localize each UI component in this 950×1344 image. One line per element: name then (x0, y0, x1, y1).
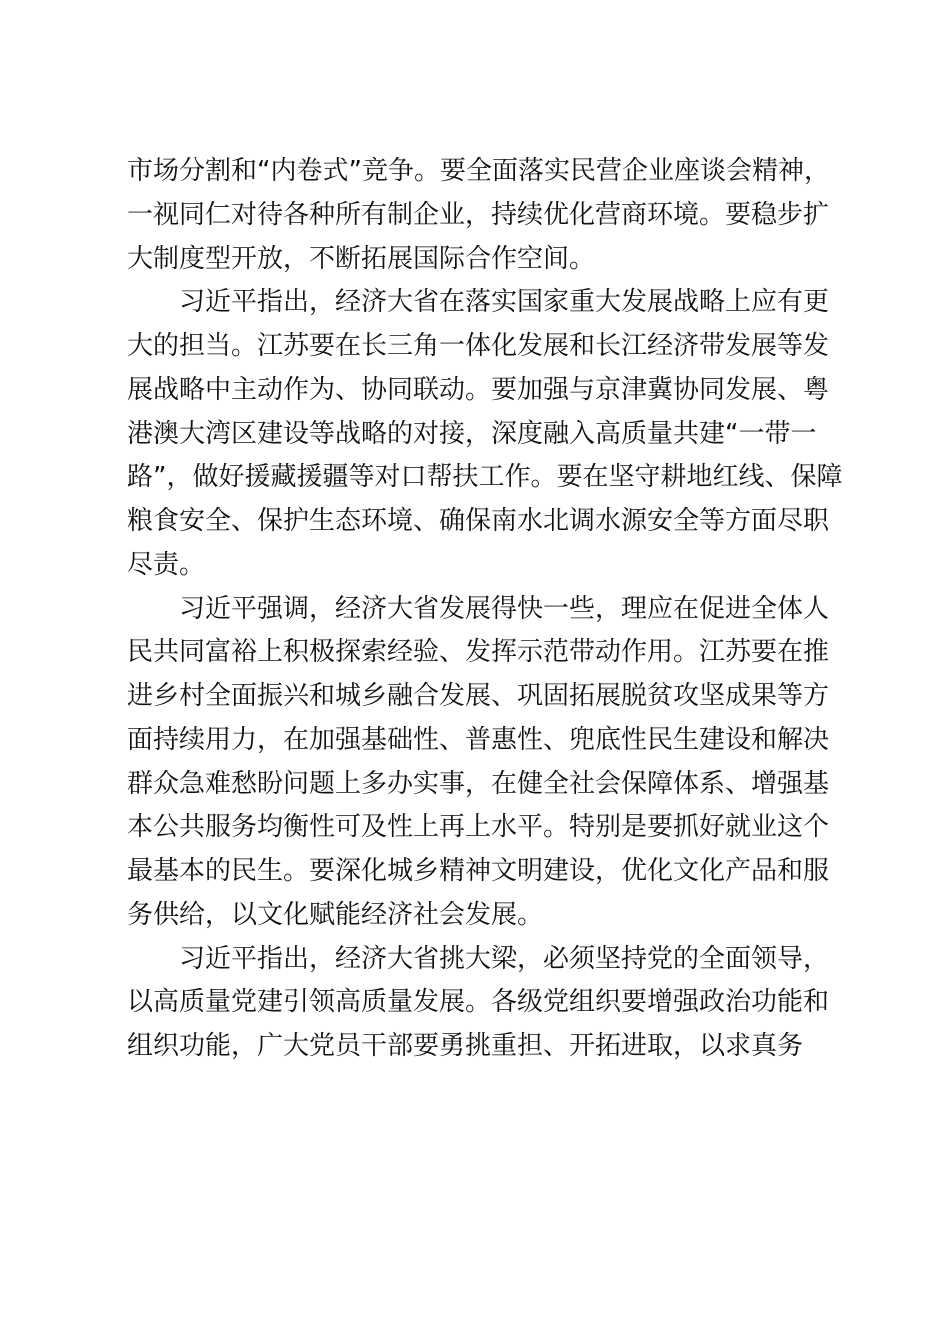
document-body (127, 150, 843, 1069)
text-line: 大制度型开放，不断拓展国际合作空间。 (127, 243, 596, 274)
text-line: 粮食安全、保护生态环境、确保南水北调水源安全等方面尽职 (127, 506, 830, 536)
text-line: 习近平强调，经济大省发展得快一些，理应在促进全体人 (179, 593, 830, 624)
text-line: 进乡村全面振兴和城乡融合发展、巩固拓展脱贫攻坚成果等方 (127, 681, 830, 711)
paragraph (127, 938, 830, 1069)
paragraph (127, 281, 843, 587)
paragraph (127, 588, 830, 938)
text-line: 展战略中主动作为、协同联动。要加强与京津冀协同发展、粤 (127, 374, 830, 405)
text-line: 大的担当。江苏要在长三角一体化发展和长江经济带发展等发 (127, 331, 830, 361)
text-line: 最基本的民生。要深化城乡精神文明建设，优化文化产品和服 (127, 856, 830, 886)
paragraph (127, 150, 830, 281)
text-line: 一视同仁对待各种所有制企业，持续优化营商环境。要稳步扩 (127, 199, 830, 230)
text-line: 群众急难愁盼问题上多办实事，在健全社会保障体系、增强基 (127, 768, 830, 799)
text-line: 民共同富裕上积极探索经验、发挥示范带动作用。江苏要在推 (127, 637, 830, 668)
text-line: 组织功能，广大党员干部要勇挑重担、开拓进取，以求真务 (127, 1031, 804, 1061)
text-line: 市场分割和“内卷式”竞争。要全面落实民营企业座谈会精神， (127, 156, 830, 186)
text-line: 港澳大湾区建设等战略的对接，深度融入高质量共建“一带一 (127, 418, 817, 449)
text-line: 习近平指出，经济大省挑大梁，必须坚持党的全面领导， (179, 943, 830, 974)
text-line: 务供给，以文化赋能经济社会发展。 (127, 899, 544, 930)
text-line: 尽责。 (127, 549, 206, 580)
text-line: 本公共服务均衡性可及性上再上水平。特别是要抓好就业这个 (127, 812, 830, 843)
text-line: 路”，做好援藏援疆等对口帮扶工作。要在坚守耕地红线、保障 (127, 462, 843, 493)
text-line: 面持续用力，在加强基础性、普惠性、兜底性民生建设和解决 (127, 724, 830, 755)
text-line: 以高质量党建引领高质量发展。各级党组织要增强政治功能和 (127, 987, 830, 1018)
text-line: 习近平指出，经济大省在落实国家重大发展战略上应有更 (179, 287, 830, 318)
